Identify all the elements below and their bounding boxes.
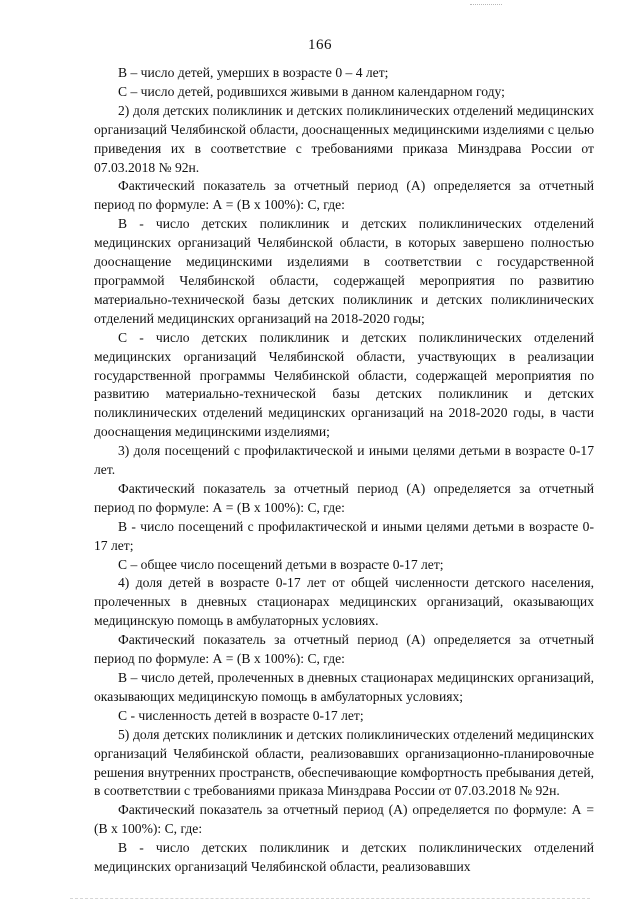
paragraph-c-definition-3: С – общее число посещений детьми в возрасте 0-17 лет; — [118, 556, 444, 572]
scan-artifact-bottom — [70, 898, 590, 899]
paragraph-indicator-4: 4) доля детей в возрасте 0-17 лет от общей численности детского населения, пролеченных в дневных стационарах медицинских организаций, оказывающих медицинскую помощь в амбулаторных условиях. — [94, 575, 594, 629]
paragraph-indicator-5: 5) доля детских поликлиник и детских поликлинических отделений медицинских организаций Челябинской области, реализовавших организационно-планировочные решения внутренних пространств, обеспечивающие комфортность пребывания детей, в соответствии с требованиями приказа Минздрава России от 07.03.2018 № 92н. — [94, 726, 594, 799]
paragraph-formula-3: Фактический показатель за отчетный период (А) определяется за отчетный период по формуле: А = (В х 100%): С, где: — [94, 480, 594, 515]
paragraph-b-definition-2: В - число детских поликлиник и детских поликлинических отделений медицинских организаций Челябинской области, в которых завершено полностью дооснащение медицинскими изделиями в соответствии с государственной программой Челябинской области, содержащей мероприятия по развитию материально-технической базы детских поликлиник и детских поликлинических отделений медицинских организаций на 2018-2020 годы; — [94, 216, 594, 326]
scan-artifact-top — [470, 4, 502, 7]
paragraph-b-definition-5: В - число детских поликлиник и детских поликлинических отделений медицинских организаций Челябинской области, реализовавших — [94, 840, 594, 875]
paragraph-formula-4: Фактический показатель за отчетный период (А) определяется за отчетный период по формуле: А = (В х 100%): С, где: — [94, 632, 594, 667]
paragraph-formula-5: Фактический показатель за отчетный период (А) определяется по формуле: А = (В х 100%): С, где: — [94, 802, 594, 837]
paragraph-indicator-2: 2) доля детских поликлиник и детских поликлинических отделений медицинских организаций Челябинской области, дооснащенных медицинскими изделиями с целью приведения их в соответствие с требованиями приказа Минздрава России от 07.03.2018 № 92н. — [94, 102, 594, 175]
paragraph-c-definition-4: С - численность детей в возрасте 0-17 лет; — [118, 707, 364, 723]
paragraph-c-definition-2: С - число детских поликлиник и детских поликлинических отделений медицинских организаций Челябинской области, участвующих в реализации государственной программы Челябинской области, содержащей мероприятия по развитию материально-технической базы детских поликлиник и детских поликлинических отделений медицинских организаций на 2018-2020 годы, в части дооснащения медицинскими изделиями; — [94, 329, 594, 440]
page-number: 166 — [308, 37, 332, 53]
paragraph-b-definition-4: В – число детей, пролеченных в дневных стационарах медицинских организаций, оказывающих медицинскую помощь в амбулаторных условиях; — [94, 670, 594, 704]
document-body — [94, 64, 594, 877]
paragraph-c-definition-births: С – число детей, родившихся живыми в данном календарном году; — [118, 83, 505, 99]
paragraph-indicator-3: 3) доля посещений с профилактической и иными целями детьми в возрасте 0-17 лет. — [94, 443, 594, 478]
paragraph-b-definition-mortality: В – число детей, умерших в возрасте 0 – 4 лет; — [118, 65, 389, 80]
paragraph-formula-2: Фактический показатель за отчетный период (А) определяется за отчетный период по формуле: А = (В х 100%): С, где: — [94, 178, 594, 213]
paragraph-b-definition-3: В - число посещений с профилактической и иными целями детьми в возрасте 0-17 лет; — [94, 518, 594, 553]
